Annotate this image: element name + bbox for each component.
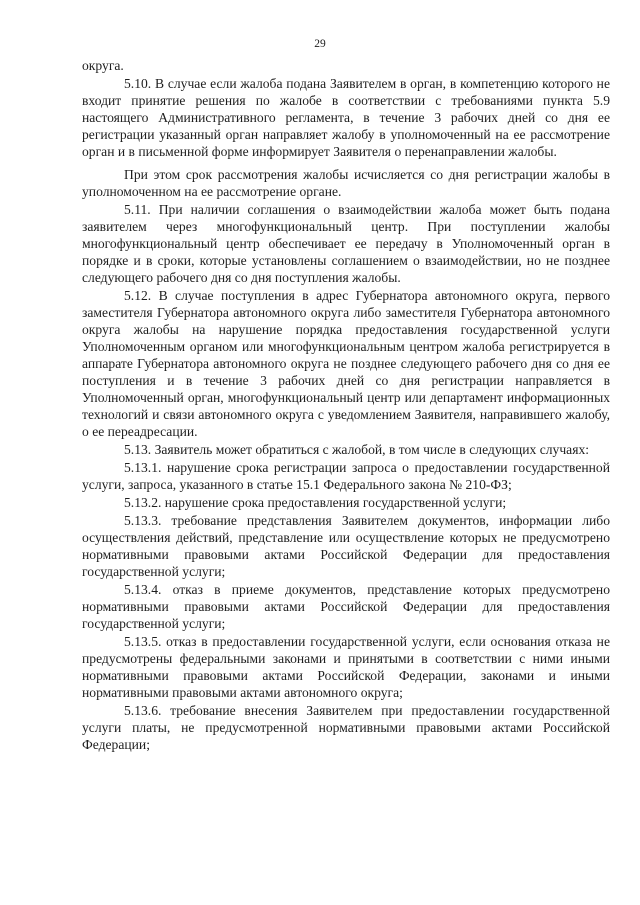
paragraph-5-12: 5.12. В случае поступления в адрес Губернатора автономного округа, первого заместителя Губернатора автономного округа либо заместителя Губернатора автономного округа жалобы на нарушение порядка предоставления государственной услуги Уполномоченным органом или многофункциональным центром жалоба регистрируется в аппарате Губернатора автономного округа не позднее следующего рабочего дня со дня ее поступления и в течение 3 рабочих дней со дня регистрации направляется в Уполномоченный орган, многофункциональный центр или департамент информационных технологий и связи автономного округа с уведомлением Заявителя, направившего жалобу, о ее переадресации.	[82, 288, 610, 439]
paragraph-5-10: 5.10. В случае если жалоба подана Заявителем в орган, в компетенцию которого не входит принятие решения по жалобе в соответствии с требованиями пункта 5.9 настоящего Административного регламента, в течение 3 рабочих дней со дня ее регистрации указанный орган направляет жалобу в уполномоченный на ее рассмотрение орган и в письменной форме информирует Заявителя о перенаправлении жалобы.	[82, 76, 610, 159]
paragraph-5-13-2: 5.13.2. нарушение срока предоставления государственной услуги;	[124, 495, 507, 510]
page-number: 29	[314, 38, 326, 50]
paragraph-review-period: При этом срок рассмотрения жалобы исчисляется со дня регистрации жалобы в уполномоченном на ее рассмотрение органе.	[82, 167, 610, 199]
paragraph-5-11: 5.11. При наличии соглашения о взаимодействии жалоба может быть подана заявителем через многофункциональный центр. При поступлении жалобы многофункциональный центр обеспечивает ее передачу в Уполномоченный орган в порядке и в сроки, которые установлены соглашением о взаимодействии, но не позднее следующего рабочего дня со дня поступления жалобы.	[82, 202, 610, 285]
paragraph-5-13-1: 5.13.1. нарушение срока регистрации запроса о предоставлении государственной услуги, запроса, указанного в статье 15.1 Федерального закона № 210-ФЗ;	[82, 460, 610, 492]
paragraph-continuation: округа.	[82, 58, 124, 73]
paragraph-5-13-4: 5.13.4. отказ в приеме документов, представление которых предусмотрено нормативными правовыми актами Российской Федерации для предоставления государственной услуги;	[82, 582, 610, 631]
paragraph-5-13-6: 5.13.6. требование внесения Заявителем при предоставлении государственной услуги платы, не предусмотренной нормативными правовыми актами Российской Федерации;	[82, 703, 610, 752]
paragraph-5-13: 5.13. Заявитель может обратиться с жалобой, в том числе в следующих случаях:	[124, 442, 590, 457]
document-body	[82, 57, 610, 754]
paragraph-5-13-3: 5.13.3. требование представления Заявителем документов, информации либо осуществления действий, представление или осуществление которых не предусмотрено нормативными правовыми актами Российской Федерации для предоставления государственной услуги;	[82, 513, 610, 579]
paragraph-5-13-5: 5.13.5. отказ в предоставлении государственной услуги, если основания отказа не предусмотрены федеральными законами и принятыми в соответствии с ними иными нормативными правовыми актами Российской Федерации, законами и иными нормативными правовыми актами автономного округа;	[82, 634, 610, 700]
